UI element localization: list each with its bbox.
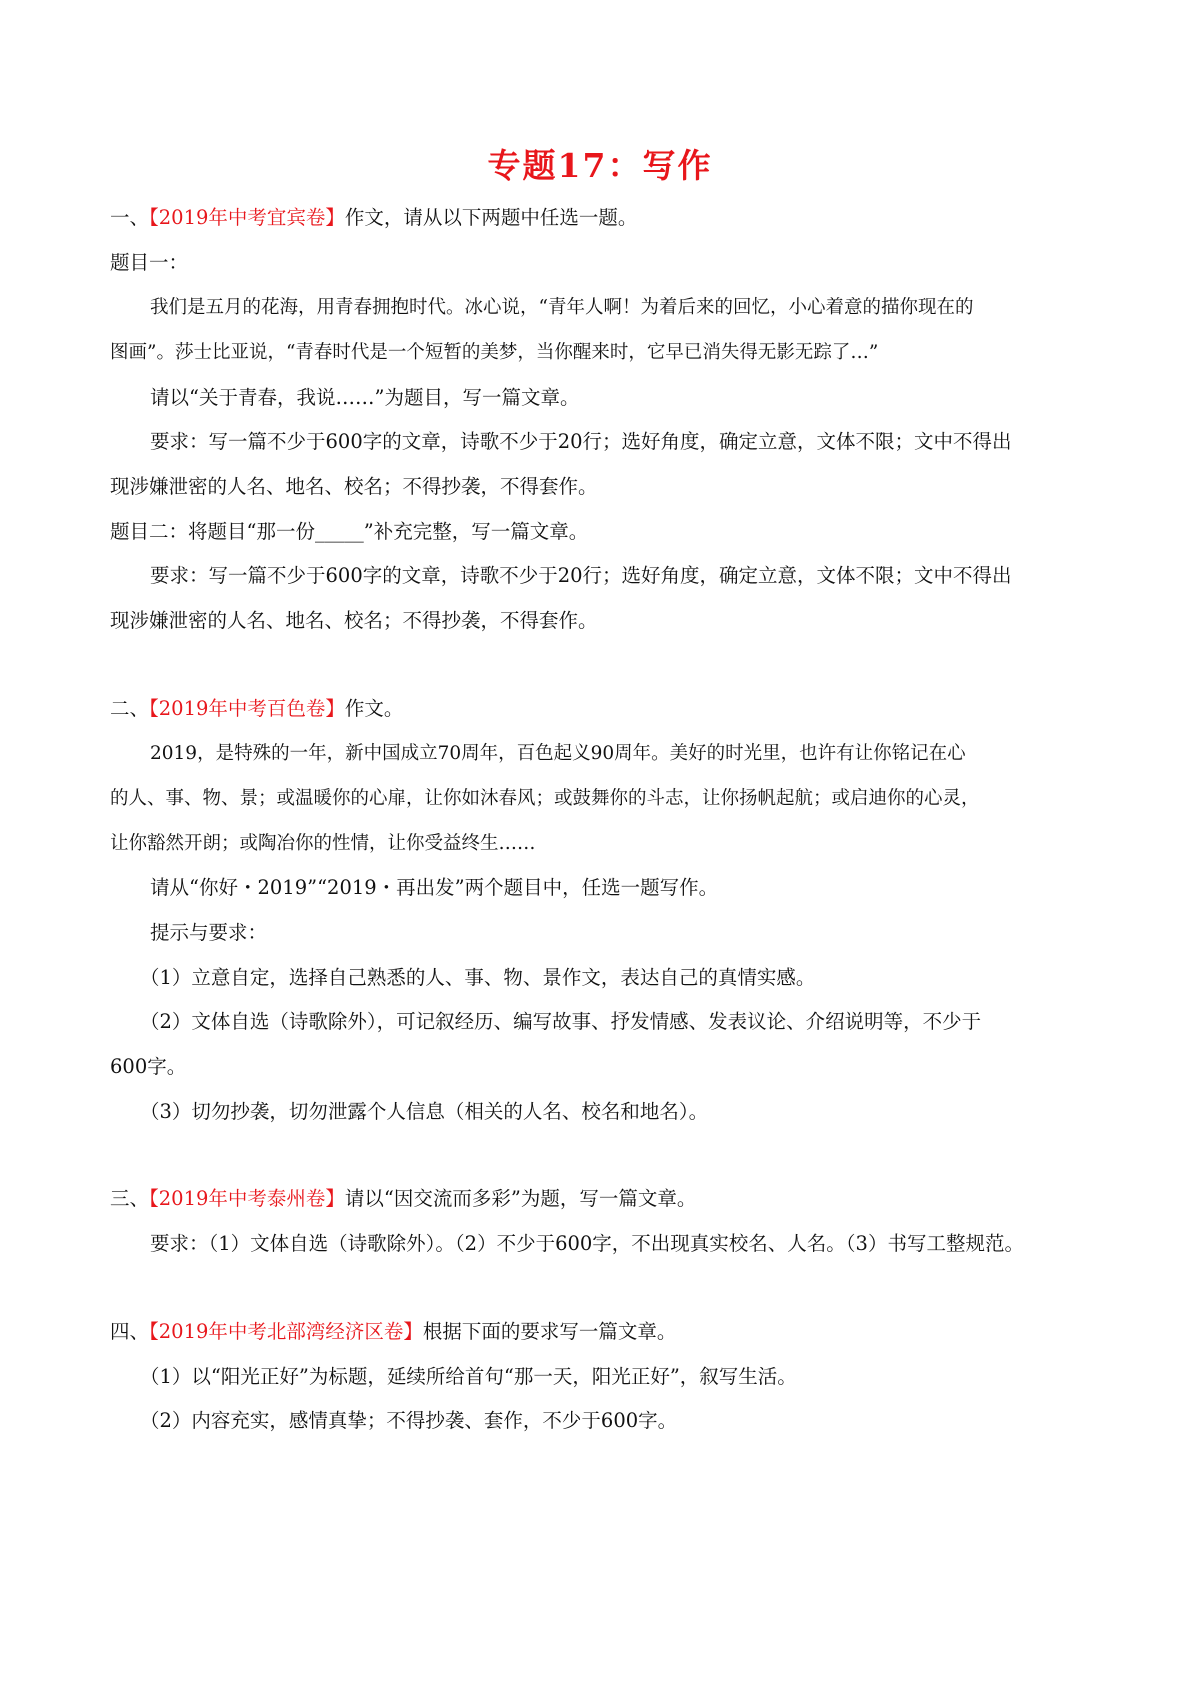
question-2-passage-line: 让你豁然开朗；或陶冶你的性情，让你受益终生…… bbox=[110, 833, 536, 854]
question-2-requirement-1: （1）立意自定，选择自己熟悉的人、事、物、景作文，表达自己的真情实感。 bbox=[140, 966, 816, 989]
question-4-requirement-1: （1）以“阳光正好”为标题，延续所给首句“那一天，阳光正好”，叙写生活。 bbox=[140, 1365, 797, 1388]
question-2-passage-line: 2019，是特殊的一年，新中国成立70周年，百色起义90周年。美好的时光里，也许有让你铭记在心 bbox=[150, 743, 966, 764]
question-4-heading bbox=[110, 1317, 1100, 1347]
topic-1-passage-line: 我们是五月的花海，用青春拥抱时代。冰心说，“青年人啊！为着后来的回忆，小心着意的描你现在的 bbox=[150, 297, 974, 318]
topic-1-task: 请以“关于青春，我说……”为题目，写一篇文章。 bbox=[150, 386, 580, 409]
question-2-tips-label: 提示与要求： bbox=[150, 921, 268, 944]
page-title: 专题17：写作 bbox=[487, 146, 713, 185]
question-4-stem: 根据下面的要求写一篇文章。 bbox=[422, 1320, 677, 1343]
question-2-task: 请从“你好・2019”“2019・再出发”两个题目中，任选一题写作。 bbox=[150, 876, 719, 899]
question-2-heading bbox=[110, 694, 1100, 724]
question-3-number: 三、 bbox=[110, 1187, 150, 1210]
question-3-requirement: 要求：（1）文体自选（诗歌除外）。（2）不少于600字，不出现真实校名、人名。（3）书写工整规范。 bbox=[150, 1232, 1024, 1255]
question-1-source: 【2019年中考宜宾卷】 bbox=[149, 206, 345, 229]
question-4-requirement-2: （2）内容充实，感情真挚；不得抄袭、套作，不少于600字。 bbox=[140, 1409, 678, 1432]
question-1-stem: 作文，请从以下两题中任选一题。 bbox=[344, 206, 638, 229]
question-2-number: 二、 bbox=[110, 697, 150, 720]
question-4-number: 四、 bbox=[110, 1320, 150, 1343]
question-4-source: 【2019年中考北部湾经济区卷】 bbox=[149, 1320, 423, 1343]
question-2-stem: 作文。 bbox=[344, 697, 404, 720]
question-1-heading bbox=[110, 203, 1100, 233]
question-2-requirement-2-cont: 600字。 bbox=[110, 1055, 187, 1078]
topic-1-passage-line: 图画”。莎士比亚说，“青春时代是一个短暂的美梦，当你醒来时，它早已消失得无影无踪了…” bbox=[110, 342, 879, 363]
question-1-number: 一、 bbox=[110, 206, 150, 229]
question-3-source: 【2019年中考泰州卷】 bbox=[149, 1187, 345, 1210]
question-2-source: 【2019年中考百色卷】 bbox=[149, 697, 345, 720]
question-3-stem: 请以“因交流而多彩”为题，写一篇文章。 bbox=[344, 1187, 697, 1210]
topic-1-label: 题目一： bbox=[110, 251, 189, 274]
topic-2-requirement-line: 要求：写一篇不少于600字的文章，诗歌不少于20行；选好角度，确定立意，文体不限；文中不得出 bbox=[150, 564, 1012, 587]
topic-2-requirement-line: 现涉嫌泄密的人名、地名、校名；不得抄袭，不得套作。 bbox=[110, 609, 598, 632]
topic-1-requirement-line: 要求：写一篇不少于600字的文章，诗歌不少于20行；选好角度，确定立意，文体不限；文中不得出 bbox=[150, 430, 1012, 453]
question-3-heading bbox=[110, 1184, 1100, 1214]
topic-2-line: 题目二：将题目“那一份_____”补充完整，写一篇文章。 bbox=[110, 520, 589, 543]
question-2-requirement-3: （3）切勿抄袭，切勿泄露个人信息（相关的人名、校名和地名）。 bbox=[140, 1100, 709, 1123]
topic-1-requirement-line: 现涉嫌泄密的人名、地名、校名；不得抄袭，不得套作。 bbox=[110, 475, 598, 498]
question-2-requirement-2: （2）文体自选（诗歌除外），可记叙经历、编写故事、抒发情感、发表议论、介绍说明等，不少于 bbox=[140, 1010, 982, 1033]
question-2-passage-line: 的人、事、物、景；或温暖你的心扉，让你如沐春风；或鼓舞你的斗志，让你扬帆起航；或启迪你的心灵， bbox=[110, 788, 980, 809]
